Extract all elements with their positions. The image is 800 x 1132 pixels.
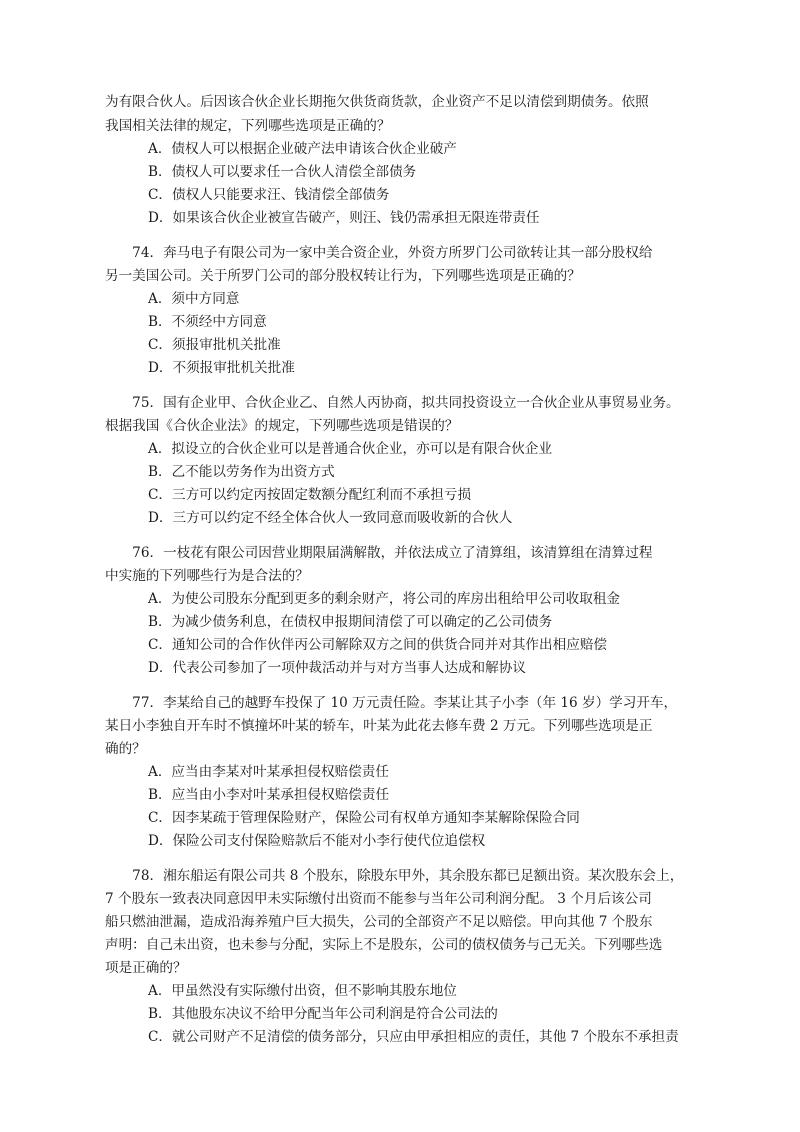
q77-option-b: B．应当由小李对叶某承担侵权赔偿责任 xyxy=(148,787,390,803)
q74-option-d: D．不须报审批机关批准 xyxy=(148,360,295,376)
q77-stem-line-3: 确的？ xyxy=(105,741,146,757)
q75-stem-line-1: 75．国有企业甲、合伙企业乙、自然人丙协商，拟共同投资设立一合伙企业从事贸易业务。 xyxy=(105,395,680,411)
q75-option-b: B．乙不能以劳务作为出资方式 xyxy=(148,464,335,480)
q75-stem-line-2: 根据我国《合伙企业法》的规定，下列哪些选项是错误的？ xyxy=(105,418,459,434)
q74-option-b: B．不须经中方同意 xyxy=(148,314,267,330)
q78-option-b: B．其他股东决议不给甲分配当年公司利润是符合公司法的 xyxy=(148,1006,498,1022)
q76-option-d: D．代表公司参加了一项仲裁活动并与对方当事人达成和解协议 xyxy=(148,660,526,676)
q75-option-a: A．拟设立的合伙企业可以是普通合伙企业，亦可以是有限合伙企业 xyxy=(148,441,553,457)
q77-stem-line-1: 77．李某给自己的越野车投保了 10 万元责任险。李某让其子小李（年 16 岁）学习开车， xyxy=(105,695,678,711)
q76-stem-line-2: 中实施的下列哪些行为是合法的？ xyxy=(105,568,309,584)
q76-stem-line-1: 76．一枝花有限公司因营业期限届满解散，并依法成立了清算组，该清算组在清算过程 xyxy=(105,545,653,561)
q78-stem-line-2: 7 个股东一致表决同意因甲未实际缴付出资而不能参与当年公司利润分配。 3 个月后该公司 xyxy=(105,891,652,907)
q73-option-a: A．债权人可以根据企业破产法申请该合伙企业破产 xyxy=(148,141,457,157)
q78-stem-line-1: 78．湘东船运有限公司共 8 个股东，除股东甲外，其余股东都已足额出资。某次股东会上， xyxy=(105,868,684,884)
q76-option-a: A．为使公司股东分配到更多的剩余财产，将公司的库房出租给甲公司收取租金 xyxy=(148,591,621,607)
q73-option-c: C．债权人只能要求汪、钱清偿全部债务 xyxy=(148,187,390,203)
q74-option-a: A．须中方同意 xyxy=(148,291,240,307)
q78-stem-line-3: 船只燃油泄漏，造成沿海养殖户巨大损失，公司的全部资产不足以赔偿。甲向其他 7 个股东 xyxy=(105,914,653,930)
q78-option-a: A．甲虽然没有实际缴付出资，但不影响其股东地位 xyxy=(148,983,457,999)
q77-option-d: D．保险公司支付保险赔款后不能对小李行使代位追偿权 xyxy=(148,833,486,849)
q75-option-c: C．三方可以约定丙按固定数额分配红利而不承担亏损 xyxy=(148,487,472,503)
q77-option-c: C．因李某疏于管理保险财产，保险公司有权单方通知李某解除保险合同 xyxy=(148,810,580,826)
q76-option-c: C．通知公司的合作伙伴丙公司解除双方之间的供货合同并对其作出相应赔偿 xyxy=(148,637,607,653)
q73-option-b: B．债权人可以要求任一合伙人清偿全部债务 xyxy=(148,164,417,180)
q73-stem-line-2: 我国相关法律的规定，下列哪些选项是正确的？ xyxy=(105,118,391,134)
q74-stem-line-2: 另一美国公司。关于所罗门公司的部分股权转让行为，下列哪些选项是正确的？ xyxy=(105,268,581,284)
q76-option-b: B．为减少债务利息，在债权申报期间清偿了可以确定的乙公司债务 xyxy=(148,614,553,630)
q75-option-d: D．三方可以约定不经全体合伙人一致同意而吸收新的合伙人 xyxy=(148,510,513,526)
q74-option-c: C．须报审批机关批准 xyxy=(148,337,281,353)
q78-option-c: C．就公司财产不足清偿的债务部分，只应由甲承担相应的责任，其他 7 个股东不承担责 xyxy=(148,1029,679,1045)
q73-stem-line-1: 为有限合伙人。后因该合伙企业长期拖欠供货商货款，企业资产不足以清偿到期债务。依照 xyxy=(105,94,649,110)
q73-option-d: D．如果该合伙企业被宣告破产，则汪、钱仍需承担无限连带责任 xyxy=(148,210,540,226)
q74-stem-line-1: 74．奔马电子有限公司为一家中美合资企业，外资方所罗门公司欲转让其一部分股权给 xyxy=(105,245,653,261)
q78-stem-line-5: 项是正确的？ xyxy=(105,960,187,976)
q77-stem-line-2: 某日小李独自开车时不慎撞坏叶某的轿车，叶某为此花去修车费 2 万元。下列哪些选项是正 xyxy=(105,718,653,734)
q77-option-a: A．应当由李某对叶某承担侵权赔偿责任 xyxy=(148,764,389,780)
q78-stem-line-4: 声明：自己未出资，也未参与分配，实际上不是股东，公司的债权债务与己无关。下列哪些选 xyxy=(105,937,663,953)
